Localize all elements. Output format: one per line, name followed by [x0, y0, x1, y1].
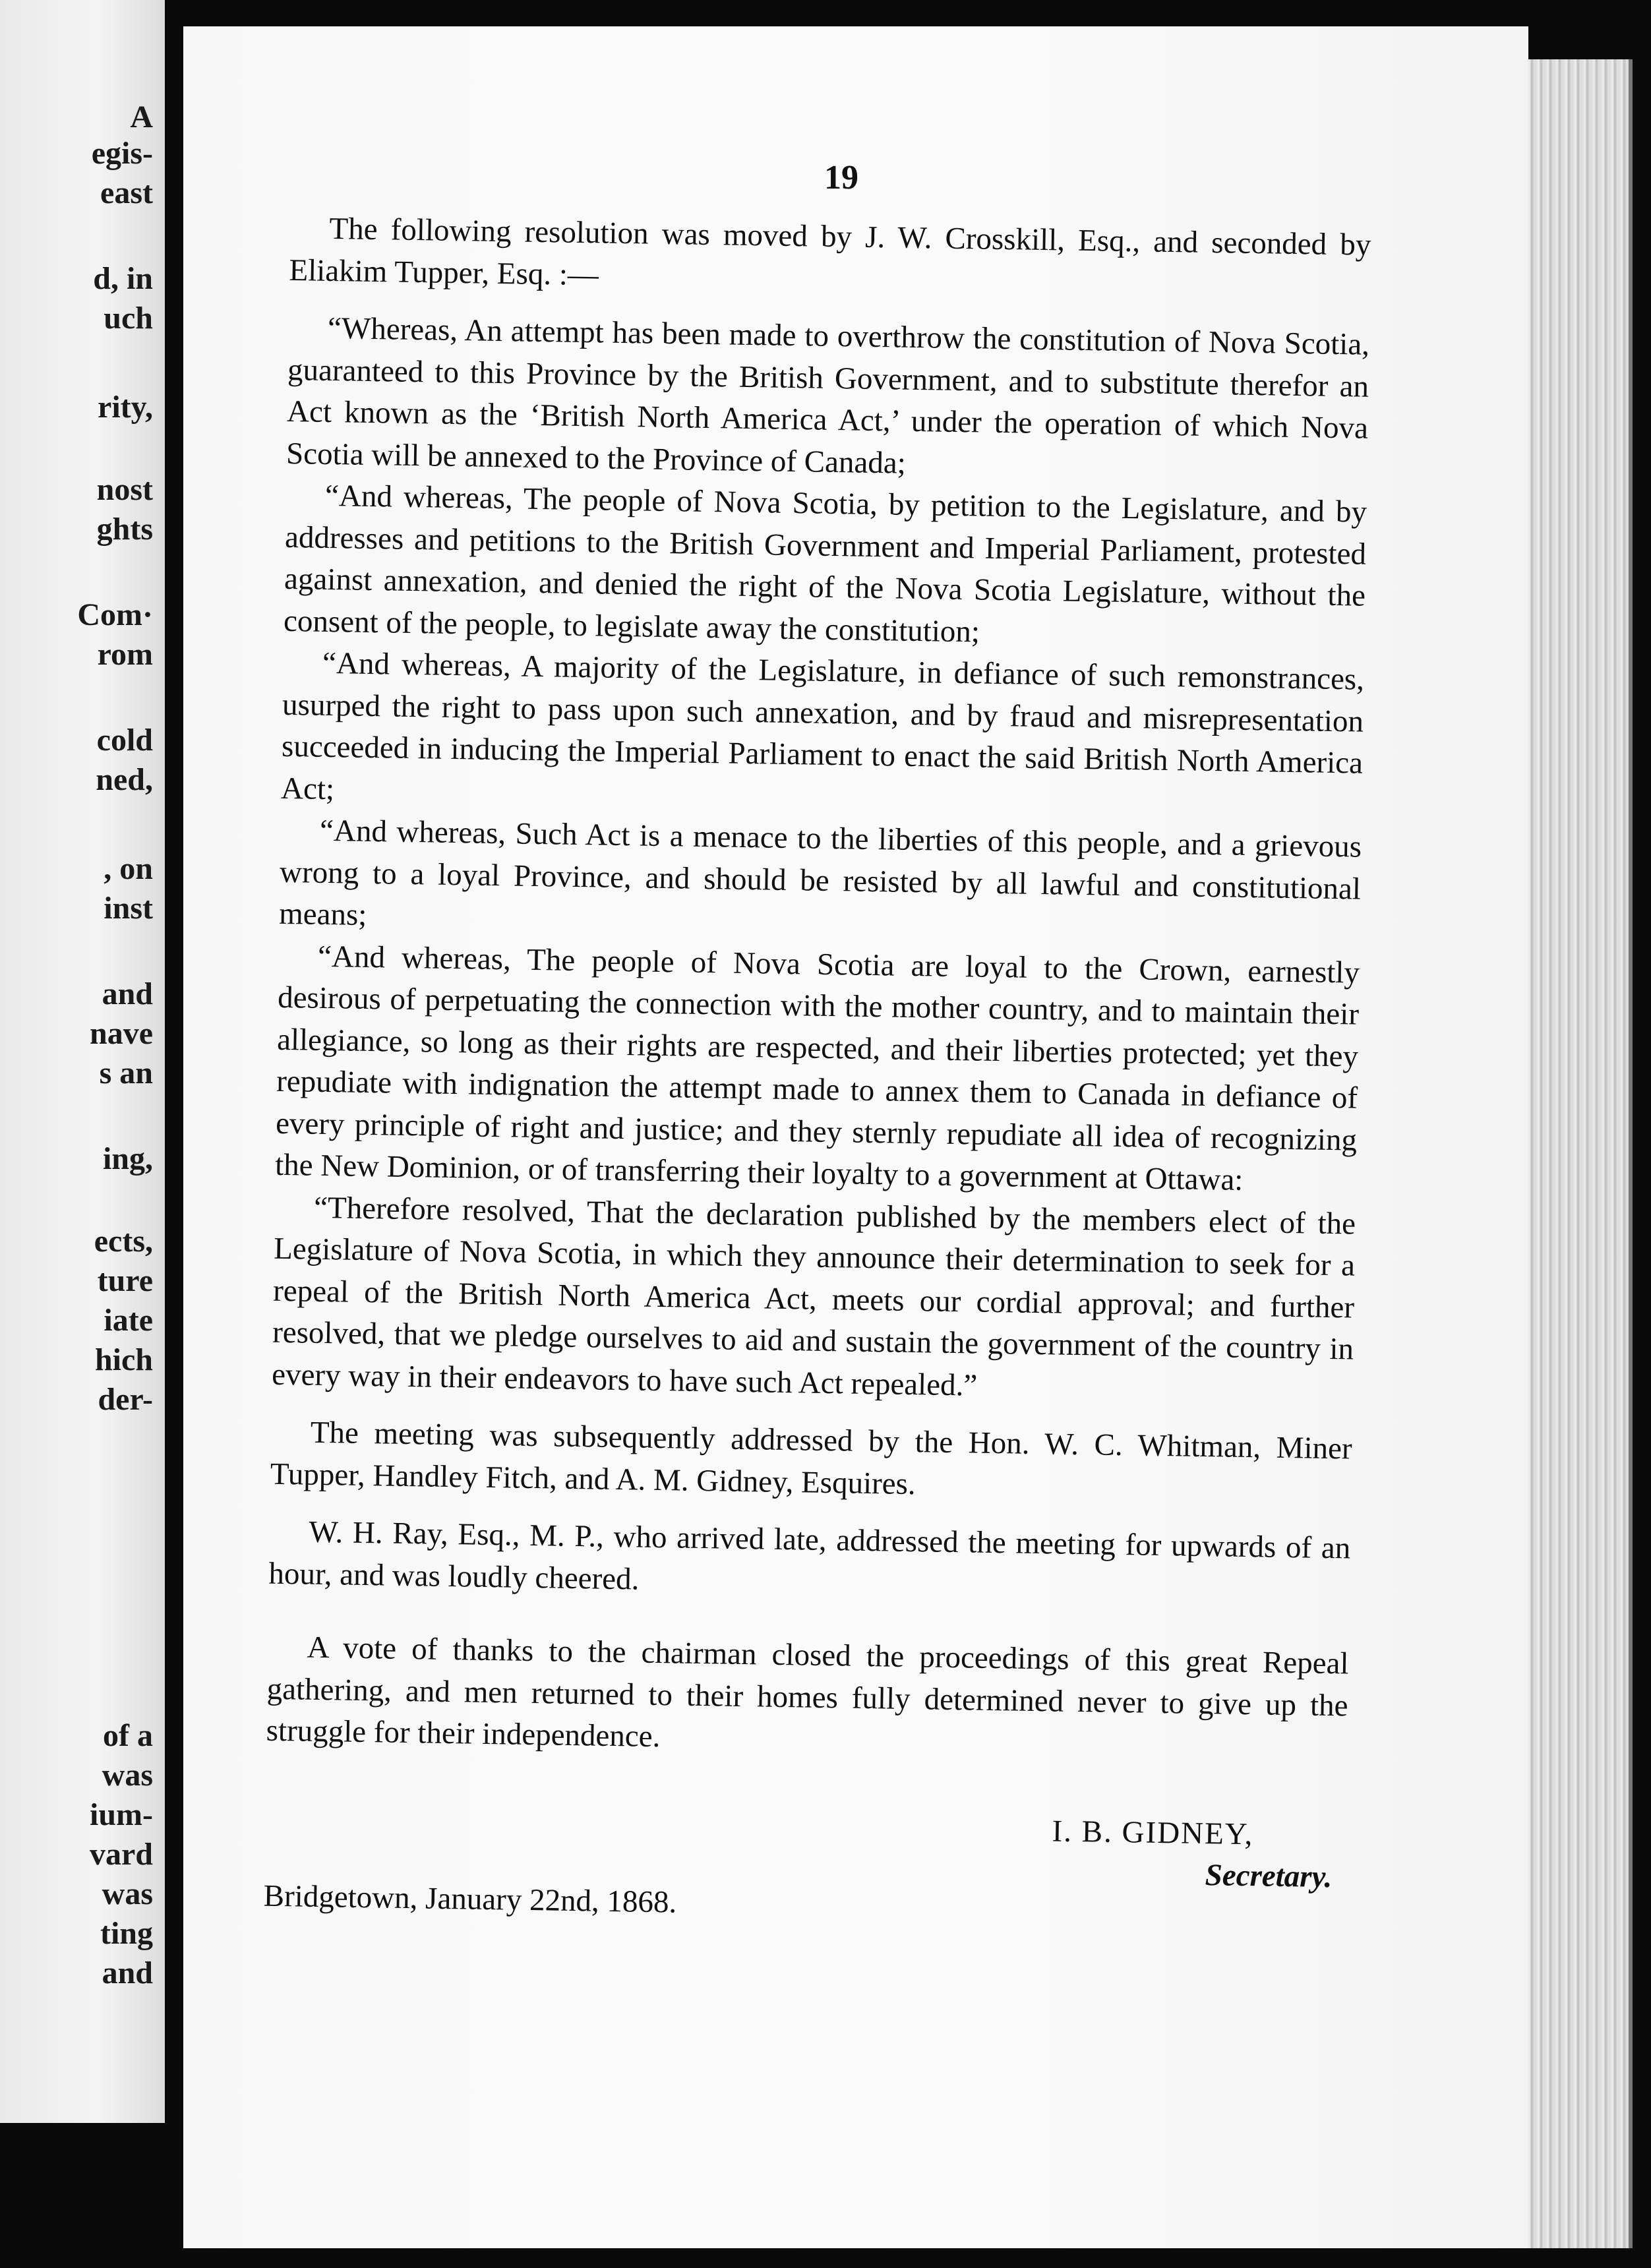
left-page-line: ghts	[96, 512, 153, 547]
left-page-line: ects,	[94, 1224, 153, 1259]
left-page-line: and	[102, 1955, 153, 1990]
left-page-line: ture	[97, 1263, 153, 1298]
left-page-line: rom	[97, 637, 153, 672]
page-number: 19	[824, 159, 858, 196]
left-page-fragment	[0, 0, 165, 2123]
left-page-line: cold	[96, 723, 153, 758]
left-page-line: d, in	[93, 261, 153, 296]
left-page-line: nost	[96, 472, 153, 507]
resolution-whereas-4: “And whereas, Such Act is a menace to the liberties of this people, and a grievous wrong to a loyal Province, and should be resisted by all lawful and constitutional means;	[278, 813, 1362, 932]
document-body	[263, 208, 1371, 1934]
left-page-line: was	[102, 1758, 153, 1793]
left-page-line: of a	[103, 1718, 153, 1753]
left-page-line: iate	[104, 1303, 153, 1338]
left-page-line: egis-	[91, 136, 153, 171]
left-page-line: inst	[104, 891, 153, 926]
left-page-line: A	[130, 100, 153, 134]
resolution-whereas-5: “And whereas, The people of Nova Scotia are loyal to the Crown, earnestly desirous of perpetuating the connection with the mother country, and to maintain their allegiance, so long as their rights are respected, and their liberties protected; yet they repudiate with indignation the attempt made to annex them to Canada in defiance of every principle of right and justice; and they sternly repudiate all idea of recognizing the New Dominion, or of transferring their loyalty to a government at Ottawa:	[274, 939, 1360, 1197]
left-page-line: , on	[104, 851, 153, 886]
left-page-line: Com·	[77, 597, 153, 632]
left-page-line: hich	[94, 1342, 153, 1377]
left-page-line: ing,	[102, 1141, 153, 1176]
ray-paragraph: W. H. Ray, Esq., M. P., who arrived late, addressed the meeting for upwards of an hour, and was loudly cheered.	[268, 1514, 1351, 1597]
resolution-whereas-3: “And whereas, A majority of the Legislature, in defiance of such remonstrances, usurped the right to pass upon such annexation, and by fraud and misrepresentation succeeded in inducing the Imperial Parliament to enact the said British North America Act;	[280, 645, 1365, 806]
book-gutter	[165, 0, 183, 2268]
left-page-line: and	[102, 976, 153, 1011]
left-page-line: der-	[98, 1382, 153, 1417]
meeting-addressed-paragraph: The meeting was subsequently addressed by the Hon. W. C. Whitman, Miner Tupper, Handley Fitch, and A. M. Gidney, Esquires.	[270, 1415, 1353, 1501]
vote-of-thanks-paragraph: A vote of thanks to the chairman closed the proceedings of this great Repeal gathering, and men returned to their homes fully determined never to give up the struggle for their independence.	[266, 1630, 1349, 1754]
intro-paragraph: The following resolution was moved by J. W. Crosskill, Esq., and seconded by Eliakim Tupper, Esq. :—	[289, 211, 1371, 292]
left-page-line: s an	[99, 1056, 153, 1090]
left-page-line: east	[100, 175, 153, 210]
signature-title: Secretary.	[1205, 1858, 1333, 1895]
left-page-line: was	[102, 1876, 153, 1911]
left-page-line: ium-	[90, 1797, 153, 1832]
place-date: Bridgetown, January 22nd, 1868.	[263, 1878, 677, 1920]
resolution-whereas-2: “And whereas, The people of Nova Scotia, by petition to the Legislature, and by addresses and petitions to the British Government and Imperial Parliament, protested against annexation, and denied the right of the Nova Scotia Legislature, without the consent of the people, to legislate away the constitution;	[283, 478, 1367, 649]
left-page-line: ting	[100, 1916, 153, 1951]
left-page-line: rity,	[98, 390, 153, 425]
resolution-resolved: “Therefore resolved, That the declaration published by the members elect of the Legislature of Nova Scotia, in which they announce their determination to seek for a repeal of the British North America Act, meets our cordial approval; and further resolved, that we pledge ourselves to aid and sustain the government of the country in every way in their endeavors to have such Act repealed.”	[271, 1190, 1356, 1403]
left-page-line: uch	[104, 301, 153, 336]
left-page-line: ned,	[96, 762, 153, 797]
left-page-line: nave	[90, 1016, 153, 1051]
resolution-whereas-1: “Whereas, An attempt has been made to overthrow the constitution of Nova Scotia, guaranteed to this Province by the British Government, and to substitute therefor an Act known as the ‘British North America Act,’ under the operation of which Nova Scotia will be annexed to the Province of Canada;	[285, 311, 1370, 481]
page-edge-stack	[1516, 59, 1633, 2248]
left-page-line: vard	[90, 1837, 153, 1872]
signature-name: I. B. GIDNEY,	[1052, 1813, 1254, 1851]
